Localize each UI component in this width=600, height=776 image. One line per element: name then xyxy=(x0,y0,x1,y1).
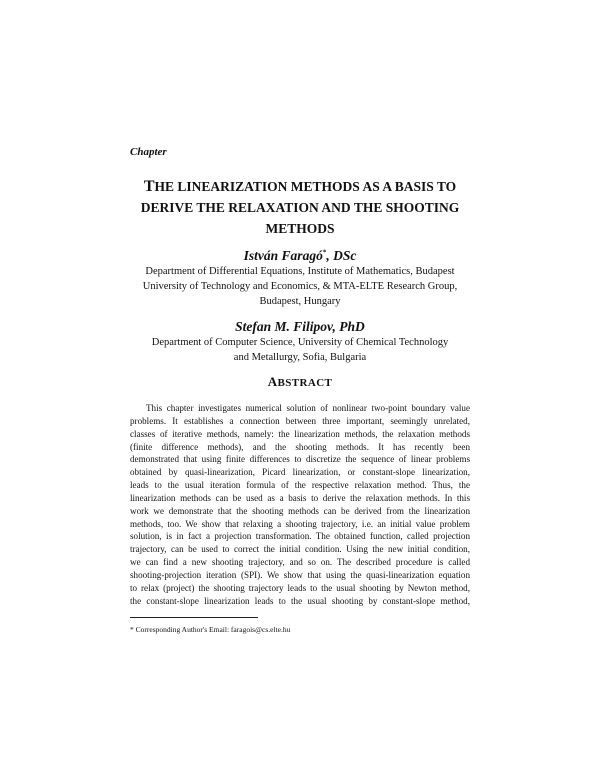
abstract-line: trajectory, can be used to correct the initial condition. Using the new initial condition, xyxy=(130,544,470,555)
footnote: * Corresponding Author's Email: faragois@cs.elte.hu xyxy=(130,625,291,634)
affiliation-line: and Metallurgy, Sofia, Bulgaria xyxy=(233,352,367,363)
abstract-line: problems. It establishes a connection between three important, seemingly unrelated, xyxy=(130,415,470,426)
abstract-line: obtained by quasi-linearization, Picard linearization, or constant-slope linearization, xyxy=(130,467,470,478)
abstract-line: shooting-projection iteration (SPI). We show that using the quasi-linearization equation xyxy=(130,569,470,580)
abstract-line: methods, too. We show that relaxing a shooting trajectory, i.e. an initial value problem xyxy=(130,518,470,529)
abstract-line: (finite difference methods), and the shooting methods. It has recently been xyxy=(130,441,470,452)
affiliation-line: University of Technology and Economics, & MTA-ELTE Research Group, xyxy=(142,281,458,292)
abstract-heading-rest: BSTRACT xyxy=(277,377,333,389)
affiliation-line: Department of Computer Science, University of Chemical Technology xyxy=(151,337,449,348)
title-line-1-rest: HE LINEARIZATION METHODS AS A BASIS TO xyxy=(154,179,457,194)
chapter-title xyxy=(125,176,475,239)
author-1-name-text: István Faragó xyxy=(243,248,323,263)
title-line-2: DERIVE THE RELAXATION AND THE SHOOTING xyxy=(140,200,460,215)
affiliation-line: Department of Differential Equations, Institute of Mathematics, Budapest xyxy=(145,266,455,277)
abstract-line: work we demonstrate that the shooting methods can be derived from the linearization xyxy=(130,505,470,516)
abstract-line: classes of iterative methods, namely: the linearization methods, the relaxation methods xyxy=(130,428,470,439)
abstract-line: we can find a new shooting trajectory, and so on. The described procedure is called xyxy=(130,557,470,568)
footnote-separator xyxy=(130,617,258,618)
author-1-affiliation xyxy=(0,264,600,309)
abstract-body xyxy=(130,402,470,608)
abstract-heading-initial: A xyxy=(267,374,278,389)
title-line-3: METHODS xyxy=(265,221,335,236)
author-2-affiliation xyxy=(0,335,600,365)
author-1-name xyxy=(0,248,600,264)
chapter-label: Chapter xyxy=(130,146,167,158)
abstract-line: leads to the usual iteration formula of the respective relaxation method. Thus, the xyxy=(130,480,470,491)
abstract-heading xyxy=(0,374,600,390)
author-1-degree: , DSc xyxy=(326,248,357,263)
corresponding-author-marker: * xyxy=(322,248,327,257)
affiliation-line: Budapest, Hungary xyxy=(259,296,341,307)
abstract-line: demonstrated that using finite differences to discretize the sequence of linear problems xyxy=(130,454,470,465)
title-initial: T xyxy=(143,178,155,195)
abstract-line: This chapter investigates numerical solution of nonlinear two-point boundary value xyxy=(146,403,470,413)
title-line-1 xyxy=(125,176,475,197)
author-2-name: Stefan M. Filipov, PhD xyxy=(235,319,365,334)
abstract-line: linearization methods can be used as a basis to derive the relaxation methods. In this xyxy=(130,492,470,503)
abstract-line: solution, is in fact a projection transformation. The obtained function, called projection xyxy=(130,531,470,542)
abstract-line: to relax (project) the shooting trajectory leads to the usual shooting by Newton method, xyxy=(130,582,470,593)
abstract-line: the constant-slope linearization leads to the usual shooting by constant-slope method, xyxy=(130,595,470,606)
